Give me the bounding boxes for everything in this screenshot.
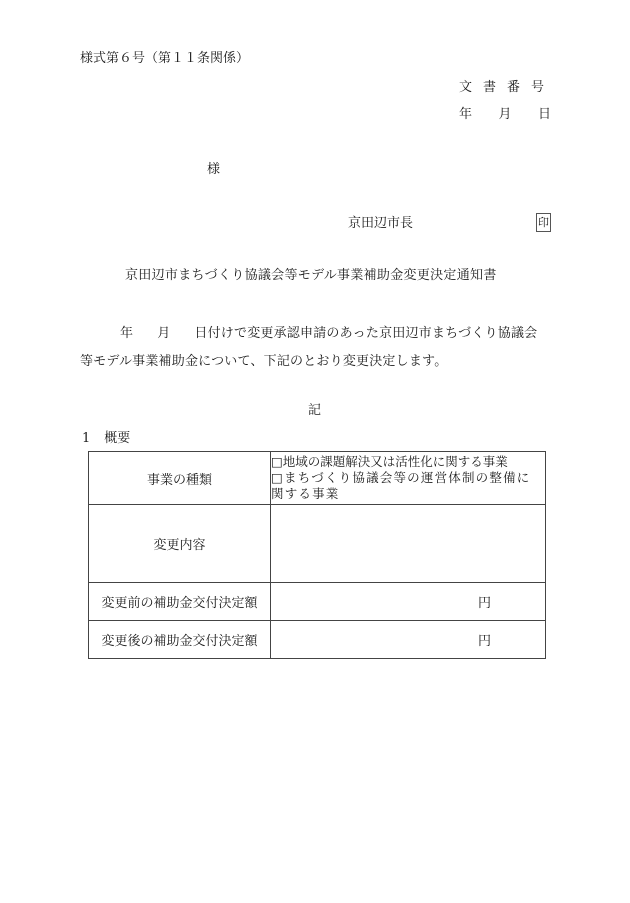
business-type-option[interactable]: □地域の課題解決又は活性化に関する事業 [271, 454, 508, 469]
issuer-name: 京田辺市長 [348, 216, 414, 231]
table-row [89, 452, 546, 505]
addressee-honorific: 様 [207, 162, 221, 177]
document-number-label: 文書番号 [459, 80, 556, 95]
row-label: 変更後の補助金交付決定額 [89, 621, 271, 659]
business-type-options [271, 452, 546, 505]
amount-before-field[interactable] [271, 583, 546, 621]
form-identifier: 様式第６号（第１１条関係） [80, 51, 250, 66]
change-details-field[interactable] [271, 505, 546, 583]
section-number: 1 [82, 431, 91, 446]
body-paragraph [80, 320, 550, 376]
row-label: 事業の種類 [89, 452, 271, 505]
date-month: 月 [498, 107, 512, 122]
issue-date [459, 107, 551, 123]
summary-table [88, 451, 546, 659]
document-title: 京田辺市まちづくり協議会等モデル事業補助金変更決定通知書 [125, 268, 497, 283]
date-year: 年 [459, 107, 473, 122]
yen-unit: 円 [477, 634, 491, 649]
amount-after-field[interactable] [271, 621, 546, 659]
seal-icon: 印 [536, 213, 551, 232]
row-label: 変更前の補助金交付決定額 [89, 583, 271, 621]
yen-unit: 円 [477, 596, 491, 611]
business-type-option[interactable]: □まちづくり協議会等の運営体制の整備に関する事業 [271, 470, 531, 501]
ki-heading: 記 [308, 403, 322, 418]
row-label: 変更内容 [89, 505, 271, 583]
table-row [89, 505, 546, 583]
date-day: 日 [537, 107, 551, 122]
table-row [89, 583, 546, 621]
table-row [89, 621, 546, 659]
section-heading [82, 431, 130, 447]
body-text: 日付けで変更承認申請のあった京田辺市まちづくり協議会等モデル事業補助金について、下記のとおり変更決定します。 [80, 326, 538, 369]
body-year: 年 [120, 326, 134, 341]
section-title: 概要 [104, 431, 131, 446]
body-month: 月 [157, 326, 171, 341]
